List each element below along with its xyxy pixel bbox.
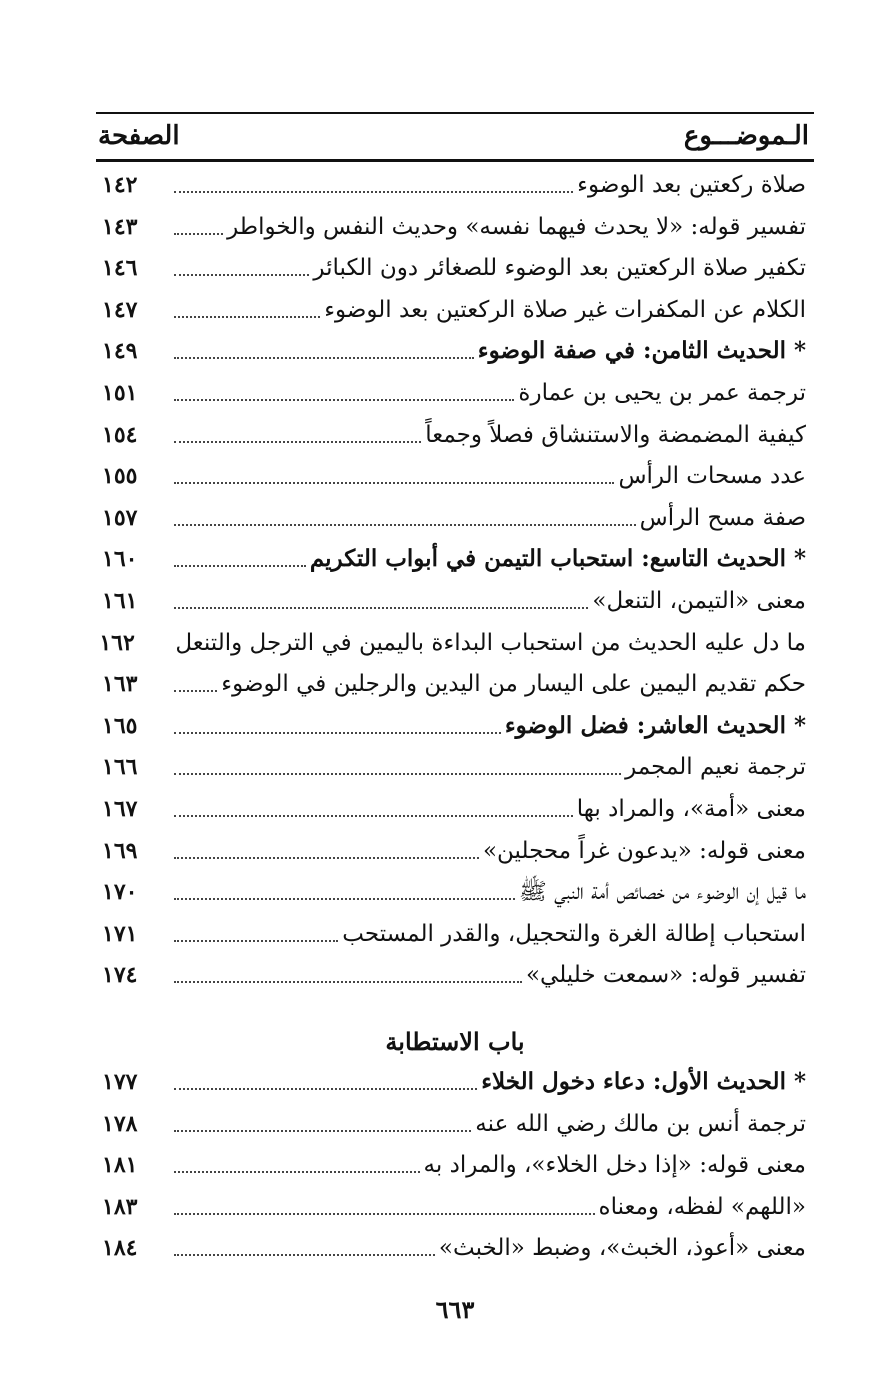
toc-entry-topic: معنى «التيمن، التنعل»: [592, 588, 806, 614]
leader-dots: [174, 1213, 595, 1215]
leader-dots: [174, 524, 636, 526]
leader-dots: [174, 773, 621, 775]
leader-dots: [174, 940, 338, 942]
toc-entry-topic: ترجمة أنس بن مالك رضي الله عنه: [475, 1110, 806, 1137]
leader-dots: [174, 565, 306, 567]
toc-entry: [96, 208, 814, 246]
toc-entry-topic: استحباب إطالة الغرة والتحجيل، والقدر المستحب: [342, 920, 806, 947]
toc-entry-page: ١٥١: [102, 380, 138, 406]
toc-entry-page: ١٥٥: [102, 463, 138, 490]
toc-entry: [96, 665, 814, 703]
toc-entry: [96, 457, 814, 495]
toc-entry: [96, 249, 814, 287]
toc-entry: [96, 748, 814, 786]
toc-entry: [96, 582, 814, 620]
toc-entry-topic: حكم تقديم اليمين على اليسار من اليدين والرجلين في الوضوء: [221, 671, 806, 698]
toc-entry-topic: ما قيل إن الوضوء من خصائص أمة النبي ﷺ: [519, 879, 806, 906]
toc-entry-topic: تكفير صلاة الركعتين بعد الوضوء للصغائر دون الكبائر: [313, 255, 806, 282]
toc-entry-topic: عدد مسحات الرأس: [618, 463, 806, 490]
leader-dots: [174, 690, 217, 692]
toc-entry-page: ١٧٤: [102, 962, 138, 989]
toc-entry-page: ١٦٦: [102, 754, 138, 781]
toc-entry-topic: «اللهم» لفظه، ومعناه: [598, 1193, 806, 1220]
toc-entry-page: ١٦٣: [102, 671, 138, 698]
leader-dots: [174, 357, 474, 359]
leader-dots: [174, 898, 515, 900]
toc-entry-page: ١٨٤: [102, 1235, 138, 1262]
toc-entry-page: ١٦٢: [99, 629, 135, 656]
page-number: ٦٦٣: [435, 1295, 475, 1324]
leader-dots: [174, 441, 421, 443]
toc-entry-topic: * الحديث الأول: دعاء دخول الخلاء: [481, 1068, 806, 1095]
toc-entry-page: ١٥٧: [102, 504, 138, 531]
toc-entry: [96, 291, 814, 329]
toc-entry-topic: معنى قوله: «يدعون غراً محجلين»: [482, 837, 806, 864]
leader-dots: [174, 1088, 477, 1090]
toc-entry-page: ١٦١: [102, 588, 138, 614]
leader-dots: [174, 815, 573, 817]
toc-entry-topic: * الحديث العاشر: فضل الوضوء: [504, 711, 806, 739]
header-bottom-rule: [96, 159, 814, 162]
toc-entry-page: ١٤٢: [102, 172, 138, 198]
leader-dots: [174, 233, 223, 235]
toc-entry: [96, 707, 814, 745]
toc-entry: [96, 499, 814, 537]
leader-dots: [174, 316, 320, 318]
toc-entry: [96, 915, 814, 953]
toc-entry-page: ١٦٠: [102, 546, 138, 573]
header-top-rule: [96, 112, 814, 114]
toc-entry: [96, 1188, 814, 1226]
leader-dots: [174, 274, 309, 276]
toc-entry: [96, 166, 814, 204]
toc-entry-topic: ترجمة عمر بن يحيى بن عمارة: [518, 380, 806, 406]
header-topic-label: الـموضـــوع: [683, 121, 809, 151]
toc-entry-page: ١٦٩: [102, 837, 138, 864]
toc-entry-page: ١٧٠: [102, 879, 138, 906]
toc-entry-topic: ما دل عليه الحديث من استحباب البداءة باليمين في الترجل والتنعل: [175, 629, 806, 656]
toc-entry-page: ١٨١: [102, 1152, 138, 1179]
toc-entry-topic: تفسير قوله: «لا يحدث فيهما نفسه» وحديث النفس والخواطر: [227, 213, 806, 240]
toc-entry-page: ١٥٤: [102, 421, 138, 448]
leader-dots: [174, 1171, 420, 1173]
toc-entry-topic: * الحديث الثامن: في صفة الوضوء: [477, 337, 806, 365]
leader-dots: [174, 1254, 435, 1256]
toc-entry: [96, 1229, 814, 1267]
toc-entry: [96, 374, 814, 412]
header-page-label: الصفحة: [98, 121, 180, 151]
toc-entry: [96, 416, 814, 454]
leader-dots: [174, 191, 573, 193]
toc-entry-page: ١٧٧: [102, 1069, 138, 1095]
toc-entry-topic: الكلام عن المكفرات غير صلاة الركعتين بعد الوضوء: [324, 296, 806, 323]
toc-entry: [96, 332, 814, 370]
toc-entry-topic: كيفية المضمضة والاستنشاق فصلاً وجمعاً: [425, 421, 806, 448]
leader-dots: [174, 732, 501, 734]
toc-entry-topic: معنى «أمة»، والمراد بها: [576, 796, 806, 822]
leader-dots: [174, 857, 479, 859]
toc-entry-topic: معنى «أعوذ، الخبث»، وضبط «الخبث»: [438, 1235, 806, 1262]
leader-dots: [174, 482, 614, 484]
leader-dots: [174, 399, 514, 401]
toc-entry-page: ١٤٩: [102, 338, 138, 365]
toc-entry: [96, 624, 814, 662]
toc-entry-page: ١٦٧: [102, 796, 138, 822]
toc-entry: [96, 1063, 814, 1101]
toc-entry-page: ١٧١: [102, 920, 138, 947]
toc-entry-page: ١٤٣: [102, 213, 138, 240]
toc-entry-topic: صلاة ركعتين بعد الوضوء: [577, 172, 806, 198]
section-title: باب الاستطابة: [385, 1027, 525, 1056]
toc-entry: [96, 956, 814, 994]
toc-entry: [96, 1146, 814, 1184]
toc-entry-page: ١٦٥: [102, 712, 138, 739]
toc-entry-topic: ترجمة نعيم المجمر: [625, 754, 806, 781]
leader-dots: [174, 981, 522, 983]
leader-dots: [174, 607, 588, 609]
toc-entry: [96, 873, 814, 911]
toc-entry: [96, 790, 814, 828]
toc-entry-topic: صفة مسح الرأس: [639, 504, 806, 531]
toc-entry: [96, 540, 814, 578]
toc-entry: [96, 832, 814, 870]
toc-entry: [96, 1105, 814, 1143]
toc-entry-page: ١٧٨: [102, 1110, 138, 1137]
toc-entry-topic: معنى قوله: «إذا دخل الخلاء»، والمراد به: [423, 1152, 806, 1179]
toc-entry-topic: تفسير قوله: «سمعت خليلي»: [525, 962, 806, 989]
toc-entry-page: ١٤٧: [102, 296, 138, 323]
toc-entry-topic: * الحديث التاسع: استحباب التيمن في أبواب التكريم: [309, 545, 806, 573]
toc-entry-page: ١٤٦: [102, 255, 138, 282]
toc-entry-page: ١٨٣: [102, 1193, 138, 1220]
leader-dots: [174, 1130, 471, 1132]
